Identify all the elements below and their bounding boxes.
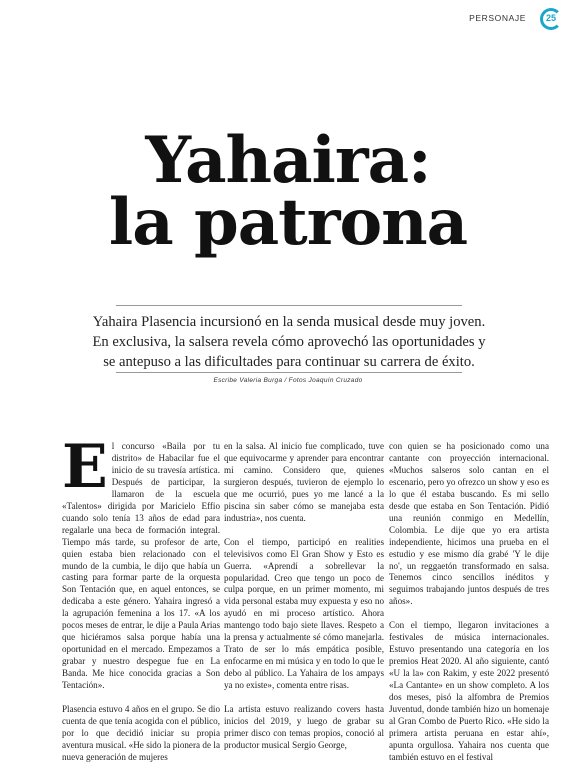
- paragraph: Plasencia estuvo 4 años en el grupo. Se dio cuenta de que tenía acogida con el público, por lo que decidió iniciar su propia aventura musical. «He sido la pionera de la nueva generación de mujeres: [62, 704, 220, 762]
- paragraph: Con el tiempo, llegaron invitaciones a festivales de música internacionales. Estuvo presentando una categoría en los premios Heat 2020. Al año siguiente, cantó «U la la» con Rakim, y este 2022 presentó «La Cantante» en un show completo. A los dos meses, pisó la alfombra de Premios Juventud, donde también hizo un homenaje al Gran Combo de Puerto Rico. «He sido la primera artista peruana en estar ahí», apunta orgullosa. Yahaira nos cuenta que también estuvo en el festival: [389, 620, 549, 762]
- article-lede: Yahaira Plasencia incursionó en la senda musical desde muy joven. En exclusiva, la salsera revela cómo aprovechó las oportunidades y se antepuso a las dificultades para continuar su carrera de éxito.: [92, 314, 486, 370]
- paragraph: La artista estuvo realizando covers hasta inicios del 2019, y luego de grabar su primer disco con temas propios, conoció al productor musical Sergio George,: [224, 704, 384, 750]
- drop-cap: E: [62, 432, 108, 502]
- article-column-2: [224, 441, 384, 752]
- divider-bottom: [116, 372, 462, 373]
- paragraph: en la salsa. Al inicio fue complicado, tuve que equivocarme y aprender para encontrar mi camino. Considero que, quienes surgieron después, tuvieron de ejemplo lo que me ocurrió, pues yo me lancé a la piscina sin saber cómo se manejaba esta industria», nos cuenta.: [224, 441, 384, 523]
- title-line-1: Yahaira:: [145, 123, 431, 198]
- paragraph-text: l concurso «Baila por tu distrito» de Habacilar fue el inicio de su travesía artística. Después de participar, la llamaron de la escuela «Talentos» dirigida por Maricielo Effio cuando solo tenía 13 años de edad para regalarle una beca de formación integral. Tiempo más tarde, su profesor de arte, quien estaba bien relacionado con el mundo de la cumbia, le dijo que había un casting para formar parte de la orquesta Son Tentación que, en aquel entonces, se dedicaba a este género. Yahaira ingresó a la agrupación femenina a los 17. «A los pocos meses de entrar, le dije a Paula Arias que hiciéramos salsa porque había una oportunidad en el mercado. Empezamos a grabar y nuestro despegue fue en La Banda. Me hice conocida gracias a Son Tentación».: [62, 441, 220, 691]
- article-title: [0, 123, 576, 260]
- paragraph: con quien se ha posicionado como una cantante con proyección internacional. «Muchos salseros solo cantan en el escenario, pero yo ofrezco un show y eso es lo que él estaba buscando. Es mi sello desde que estaba en Son Tentación. Pidió una reunión conmigo en Medellín, Colombia. Le dije que yo era artista independiente, hicimos una prueba en el estudio y ese mismo día grabé 'Y le dije no', un reggaetón transformado en salsa. Tenemos cinco sencillos inéditos y seguimos trabajando juntos después de tres años».: [389, 441, 549, 607]
- divider-top: [116, 305, 462, 306]
- title-line-2: la patrona: [108, 185, 468, 260]
- section-label: PERSONAJE: [469, 13, 526, 23]
- page-number: 25: [546, 13, 557, 23]
- article-column-3: [389, 441, 549, 764]
- article-column-1: [62, 432, 220, 764]
- paragraph: Con el tiempo, participó en realities televisivos como El Gran Show y Esto es Guerra. «Aprendí a sobrellevar la popularidad. Creo que tengo un poco de culpa porque, en un primer momento, mi vida personal estaba muy expuesta y eso no ayudó en mi proceso artístico. Ahora mantengo todo bajo siete llaves. Respeto a la prensa y actualmente sé cómo manejarla. Trato de ser lo más empática posible, enfocarme en mi música y en todo lo que le debo al público. La Yahaira de los ampays ya no existe», comenta entre risas.: [224, 536, 384, 691]
- byline: Escribe Valeria Burga / Fotos Joaquín Cruzado: [213, 377, 363, 384]
- page-number-badge: [540, 8, 564, 30]
- page-header: [0, 8, 568, 30]
- paragraph: [62, 432, 220, 692]
